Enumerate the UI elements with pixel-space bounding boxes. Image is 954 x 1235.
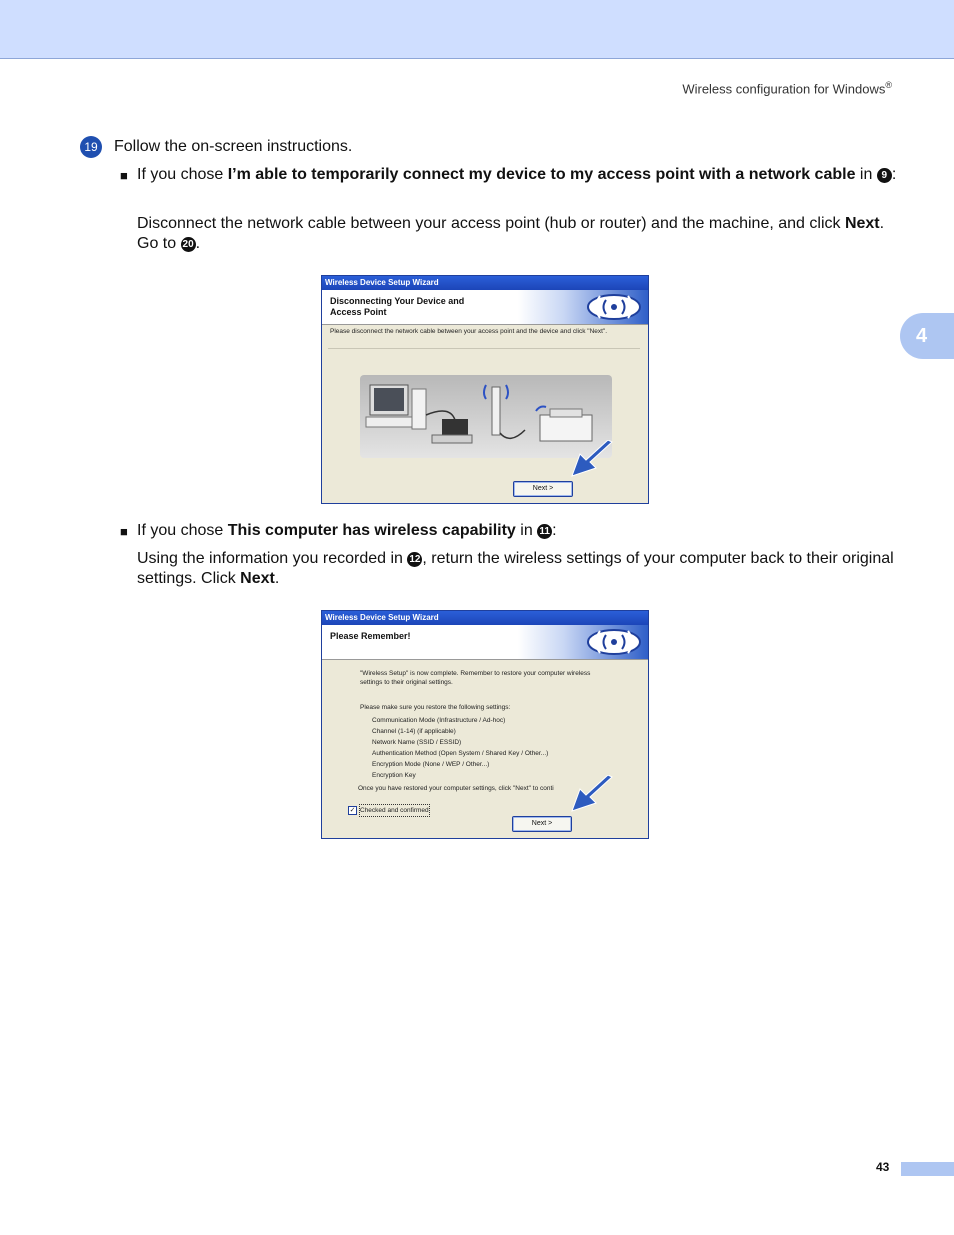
next-button[interactable]: Next > [512,816,572,832]
confirm-checkbox-row[interactable] [348,804,430,817]
dialog-instruction: Please disconnect the network cable between your access point and the device and click "Next". [330,328,608,335]
running-header-text: Wireless configuration for Windows [682,81,886,97]
step-ref-12: 12 [409,554,421,565]
settings-item: Channel (1-14) (if applicable) [372,728,456,735]
running-header [682,80,892,96]
confirm-checkbox[interactable]: ✓ [349,807,356,814]
bullet2-bold: This computer has wireless capability [227,522,516,539]
completion-line2: settings to their original settings. [360,679,453,686]
settings-item: Encryption Key [372,772,416,779]
bullet1-next: Next [844,215,880,232]
page-number-bar [901,1162,954,1176]
bullet2-mid: in [515,522,538,539]
bullet1-body [137,214,897,254]
confirm-checkbox-label[interactable]: Checked and confirmed [359,804,430,817]
bullet2-body-end: . [274,570,280,587]
bullet2-body-a: Using the information you recorded in [137,550,408,567]
settings-item: Authentication Method (Open System / Shared Key / Other...) [372,750,549,757]
bullet1-bold: I’m able to temporarily connect my device to my access point with a network cable [227,166,856,183]
next-button[interactable]: Next > [513,481,573,497]
bullet2-body-b: , return the wireless settings of your computer back to their original settings. Click [137,550,894,587]
bullet-square-icon: ■ [120,524,128,539]
settings-intro: Please make sure you restore the following settings: [360,704,511,711]
bullet1-body-a: Disconnect the network cable between your access point (hub or router) and the machine, and click [137,215,845,232]
wizard-dialog-remember [321,610,649,839]
closing-instruction: Once you have restored your computer settings, click "Next" to conti [358,785,554,792]
wizard-dialog-disconnect [321,275,649,504]
bullet2-prefix: If you chose [137,522,228,539]
dialog-header [322,290,648,325]
step-text: Follow the on-screen instructions. [114,138,353,155]
pointer-arrow-icon [570,440,616,480]
settings-item: Encryption Mode (None / WEP / Other...) [372,761,490,768]
bullet-square-icon: ■ [120,168,128,183]
dialog-titlebar: Wireless Device Setup Wizard [322,611,648,625]
pointer-arrow-icon [570,775,616,815]
separator [328,348,640,349]
registered-mark: ® [885,80,892,90]
bullet1-body-end: . [195,235,201,252]
dialog-heading-line1: Disconnecting Your Device and [330,296,465,306]
chapter-tab: 4 [900,313,954,359]
bullet1-heading [137,165,897,185]
wireless-logo-banner [518,625,648,659]
dialog-header [322,625,648,660]
top-header-band [0,0,954,59]
wireless-signal-icon [584,292,644,322]
settings-item: Communication Mode (Infrastructure / Ad-hoc) [372,717,506,724]
dialog-heading: Please Remember! [330,631,411,641]
bullet1-mid: in [855,166,877,183]
completion-line1: "Wireless Setup" is now complete. Remember to restore your computer wireless [360,670,591,677]
bullet1-body-b: . Go to [137,215,885,252]
settings-item: Network Name (SSID / ESSID) [372,739,462,746]
wireless-signal-icon [584,627,644,657]
step-ref-9: 9 [877,168,892,183]
step-number: 19 [80,136,102,158]
bullet2-body [137,549,897,589]
completion-message [360,669,630,687]
bullet2-heading [137,521,897,541]
dialog-titlebar: Wireless Device Setup Wizard [322,276,648,290]
bullet1-suffix: : [891,166,897,183]
dialog-heading [330,296,500,318]
page-number: 43 [876,1160,890,1174]
step-ref-20: 20 [182,239,194,250]
dialog-heading-line2: Access Point [330,307,387,317]
bullet2-suffix: : [552,522,557,539]
step-ref-11: 11 [537,524,552,539]
bullet1-prefix: If you chose [137,166,228,183]
bullet2-next: Next [240,570,275,587]
wireless-logo-banner [518,290,648,324]
